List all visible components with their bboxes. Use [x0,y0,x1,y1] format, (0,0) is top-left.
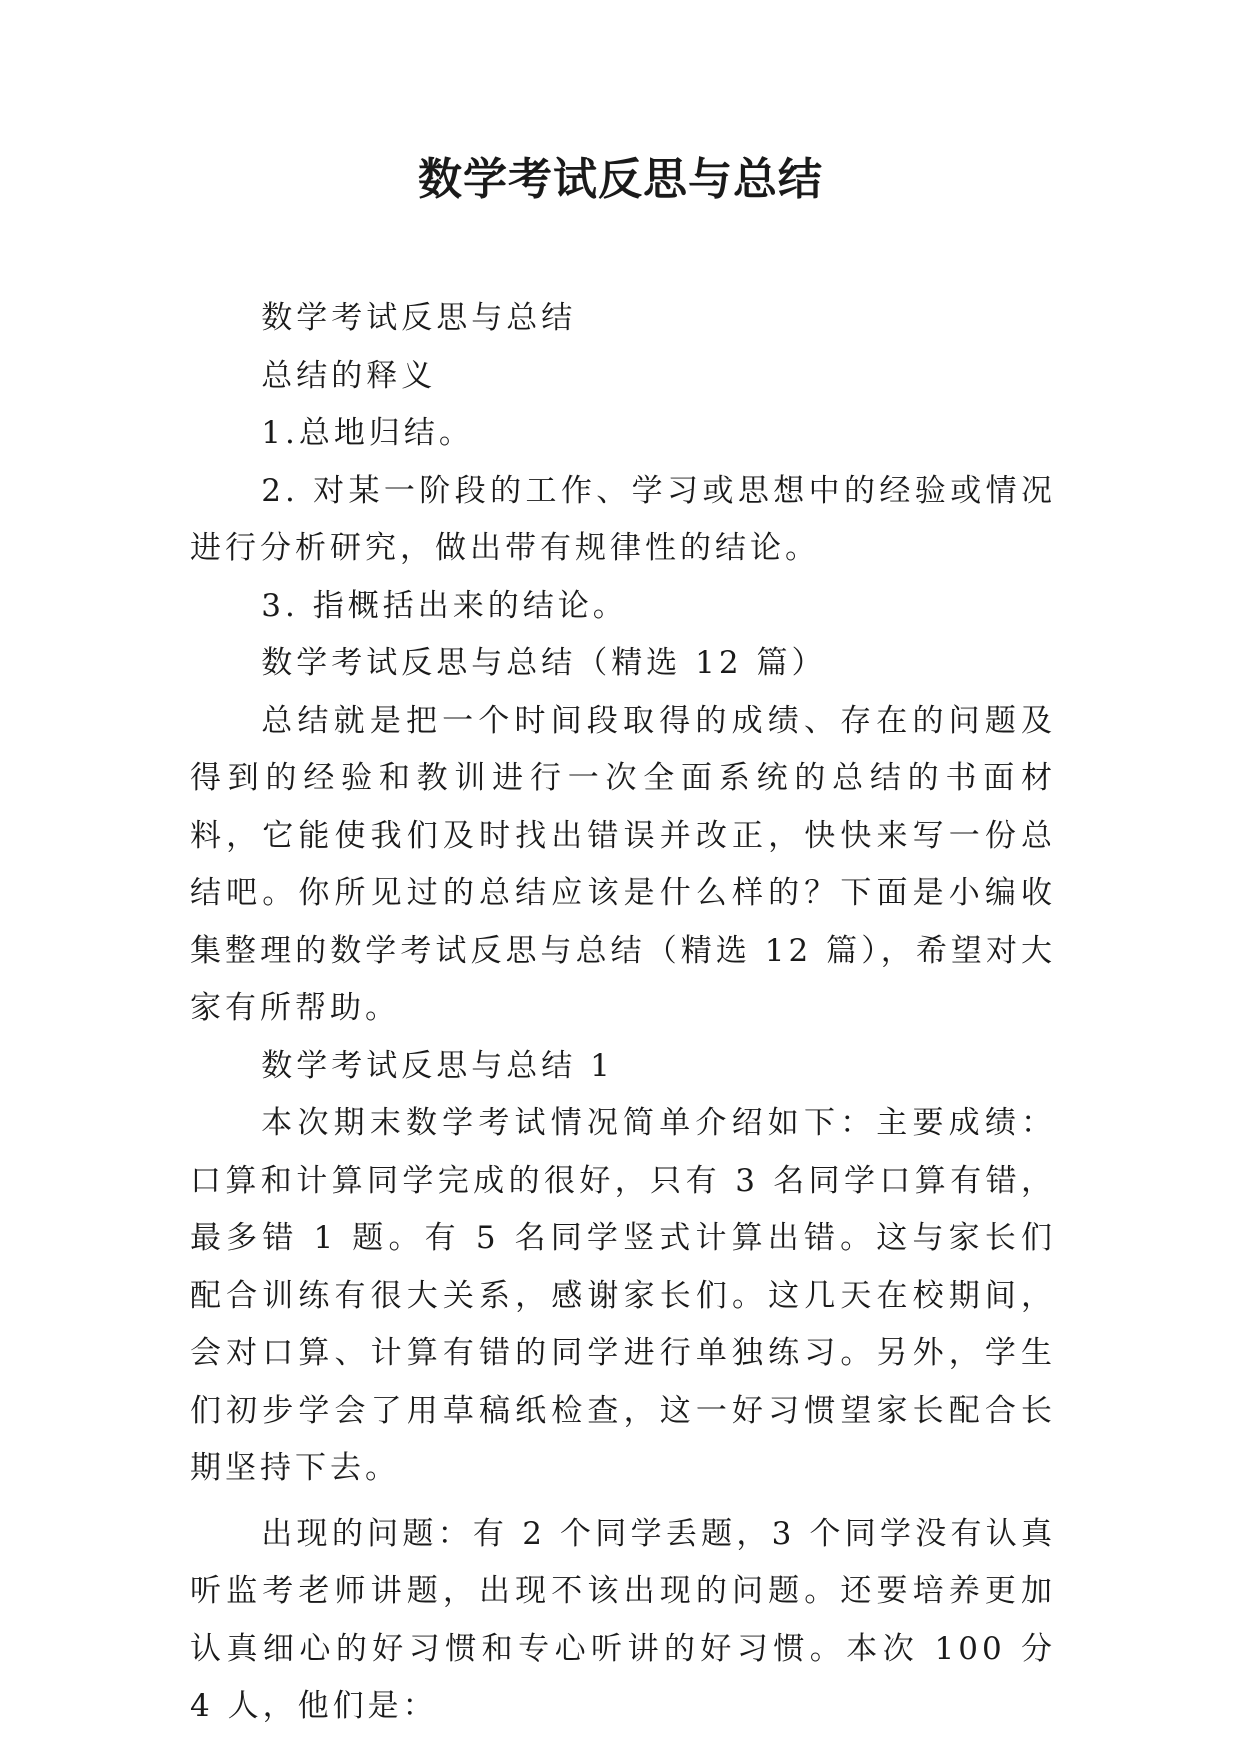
paragraph-section-1-title: 数学考试反思与总结 1 [261,1047,614,1084]
paragraph-intro: 总结就是把一个时间段取得的成绩、存在的问题及得到的经验和教训进行一次全面系统的总结的书面材料，它能使我们及时找出错误并改正，快快来写一份总结吧。你所见过的总结应该是什么样的？下面是小编收集整理的数学考试反思与总结（精选 12 篇），希望对大家有所帮助。 [190,702,1056,1026]
paragraph-collection-title: 数学考试反思与总结（精选 12 篇） [261,645,827,681]
paragraph-section-1-problems: 出现的问题：有 2 个同学丢题，3 个同学没有认真听监考老师讲题，出现不该出现的问题。还要培养更加认真细心的好习惯和专心听讲的好习惯。本次 100 分 4 人，他们是： [190,1515,1056,1724]
paragraph-heading: 数学考试反思与总结 [261,300,577,336]
document-title: 数学考试反思与总结 [418,154,823,205]
paragraph-definition-2: 2. 对某一阶段的工作、学习或思想中的经验或情况进行分析研究，做出带有规律性的结论。 [190,472,1056,566]
paragraph-definition-title: 总结的释义 [261,357,437,394]
document-body [190,290,1056,1736]
paragraph-definition-1: 1.总地归结。 [261,415,474,451]
paragraph-definition-3: 3. 指概括出来的结论。 [261,587,628,624]
paragraph-section-1-body: 本次期末数学考试情况简单介绍如下：主要成绩：口算和计算同学完成的很好，只有 3 名同学口算有错，最多错 1 题。有 5 名同学竖式计算出错。这与家长们配合训练有很大关系，感谢家长们。这几天在校期间，会对口算、计算有错的同学进行单独练习。另外，学生们初步学会了用草稿纸检查，这一好习惯望家长配合长期坚持下去。 [190,1105,1056,1486]
